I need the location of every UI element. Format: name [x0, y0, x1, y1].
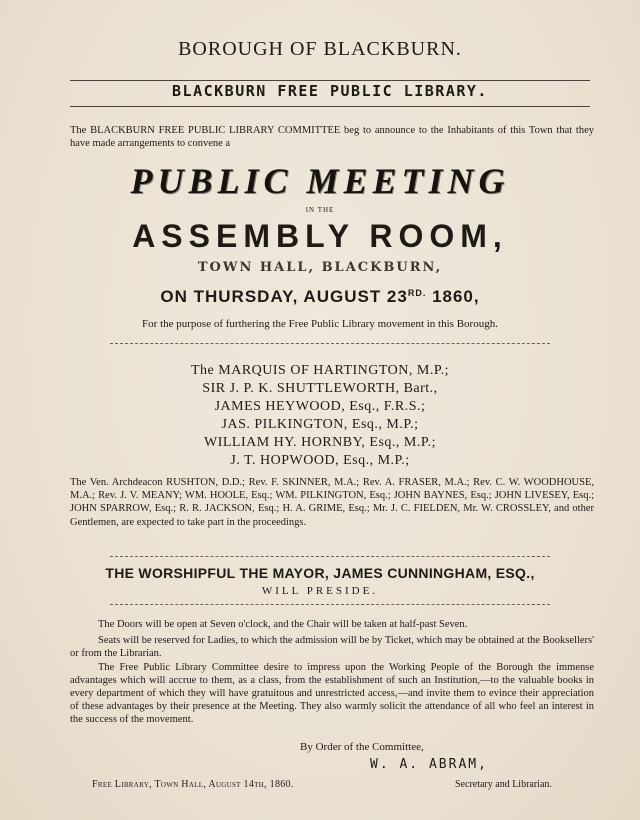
- speaker-line: The MARQUIS OF HARTINGTON, M.P.;: [191, 363, 449, 378]
- divider-mayor-top: [110, 556, 550, 557]
- date-main: ON THURSDAY, AUGUST 23: [160, 287, 408, 306]
- speakers-list: [0, 362, 640, 470]
- date-year: 1860,: [426, 287, 480, 306]
- speaker-line: JAMES HEYWOOD, Esq., F.R.S.;: [214, 399, 426, 414]
- top-rule-upper: [70, 80, 590, 81]
- intro-paragraph: The BLACKBURN FREE PUBLIC LIBRARY COMMITTEE beg to announce to the Inhabitants of this Town that they have made arrangements to convene a: [70, 125, 594, 149]
- meeting-title: PUBLIC MEETING: [130, 161, 510, 201]
- other-gentlemen-paragraph: The Ven. Archdeacon RUSHTON, D.D.; Rev. F. SKINNER, M.A.; Rev. A. FRASER, M.A.; Rev. C. W. WOODHOUSE, M.A.; Rev. J. V. MEANY; WM. HOOLE, Esq.; WM. PILKINGTON, Esq.; JOHN BAYNES, Esq.; JOHN LIVESEY, Esq.; JOHN SPARROW, Esq.; R. R. JACKSON, Esq.; H. A. GRIME, Esq.; Mr. J. C. FIELDEN, Mr. W. CROSSLEY, and other Gentlemen, are expected to take part in the proceedings.: [70, 477, 594, 528]
- date-suffix: RD.: [407, 288, 427, 298]
- location-line: TOWN HALL, BLACKBURN,: [197, 260, 443, 275]
- purpose-line: For the purpose of furthering the Free Public Library movement in this Borough.: [142, 318, 498, 330]
- divider-speakers: [110, 343, 550, 344]
- footer-role: Secretary and Librarian.: [455, 779, 552, 790]
- will-preside-line: WILL PRESIDE.: [261, 585, 379, 597]
- footer-place-date: Free Library, Town Hall, August 14th, 1860.: [92, 779, 294, 790]
- meeting-date: [0, 287, 640, 307]
- speaker-line: WILLIAM HY. HORNBY, Esq., M.P.;: [203, 435, 436, 450]
- speaker-line: JAS. PILKINGTON, Esq., M.P.;: [221, 417, 419, 432]
- doors-notice: The Doors will be open at Seven o'clock, and the Chair will be taken at half-past Seven.: [98, 619, 468, 630]
- venue-heading: ASSEMBLY ROOM,: [132, 218, 508, 254]
- borough-heading: BOROUGH OF BLACKBURN.: [178, 38, 462, 60]
- top-rule-lower: [70, 106, 590, 107]
- library-title: BLACKBURN FREE PUBLIC LIBRARY.: [172, 82, 488, 100]
- speaker-line: SIR J. P. K. SHUTTLEWORTH, Bart.,: [202, 381, 438, 396]
- order-line: By Order of the Committee,: [300, 741, 424, 753]
- in-the-label: IN THE: [305, 206, 335, 214]
- signatory-name: W. A. ABRAM,: [370, 757, 488, 772]
- mayor-line: THE WORSHIPFUL THE MAYOR, JAMES CUNNINGHAM, ESQ.,: [105, 565, 535, 581]
- seats-notice: Seats will be reserved for Ladies, to which the admission will be by Ticket, which may be obtained at the Booksellers' or from the Librarian.: [70, 635, 594, 659]
- divider-mayor-bottom: [110, 604, 550, 605]
- committee-notice: The Free Public Library Committee desire to impress upon the Working People of the Borough the immense advantages which will accrue to them, as a class, from the establishment of such an Institution,—to the valuable books in every department of which they will have gratuitous and unrestricted access,—and invite them to evince their appreciation of these advantages by their presence at the Meeting. They also warmly solicit the attendance of all who feel an interest in the success of the movement.: [70, 662, 594, 725]
- speaker-line: J. T. HOPWOOD, Esq., M.P.;: [230, 453, 410, 468]
